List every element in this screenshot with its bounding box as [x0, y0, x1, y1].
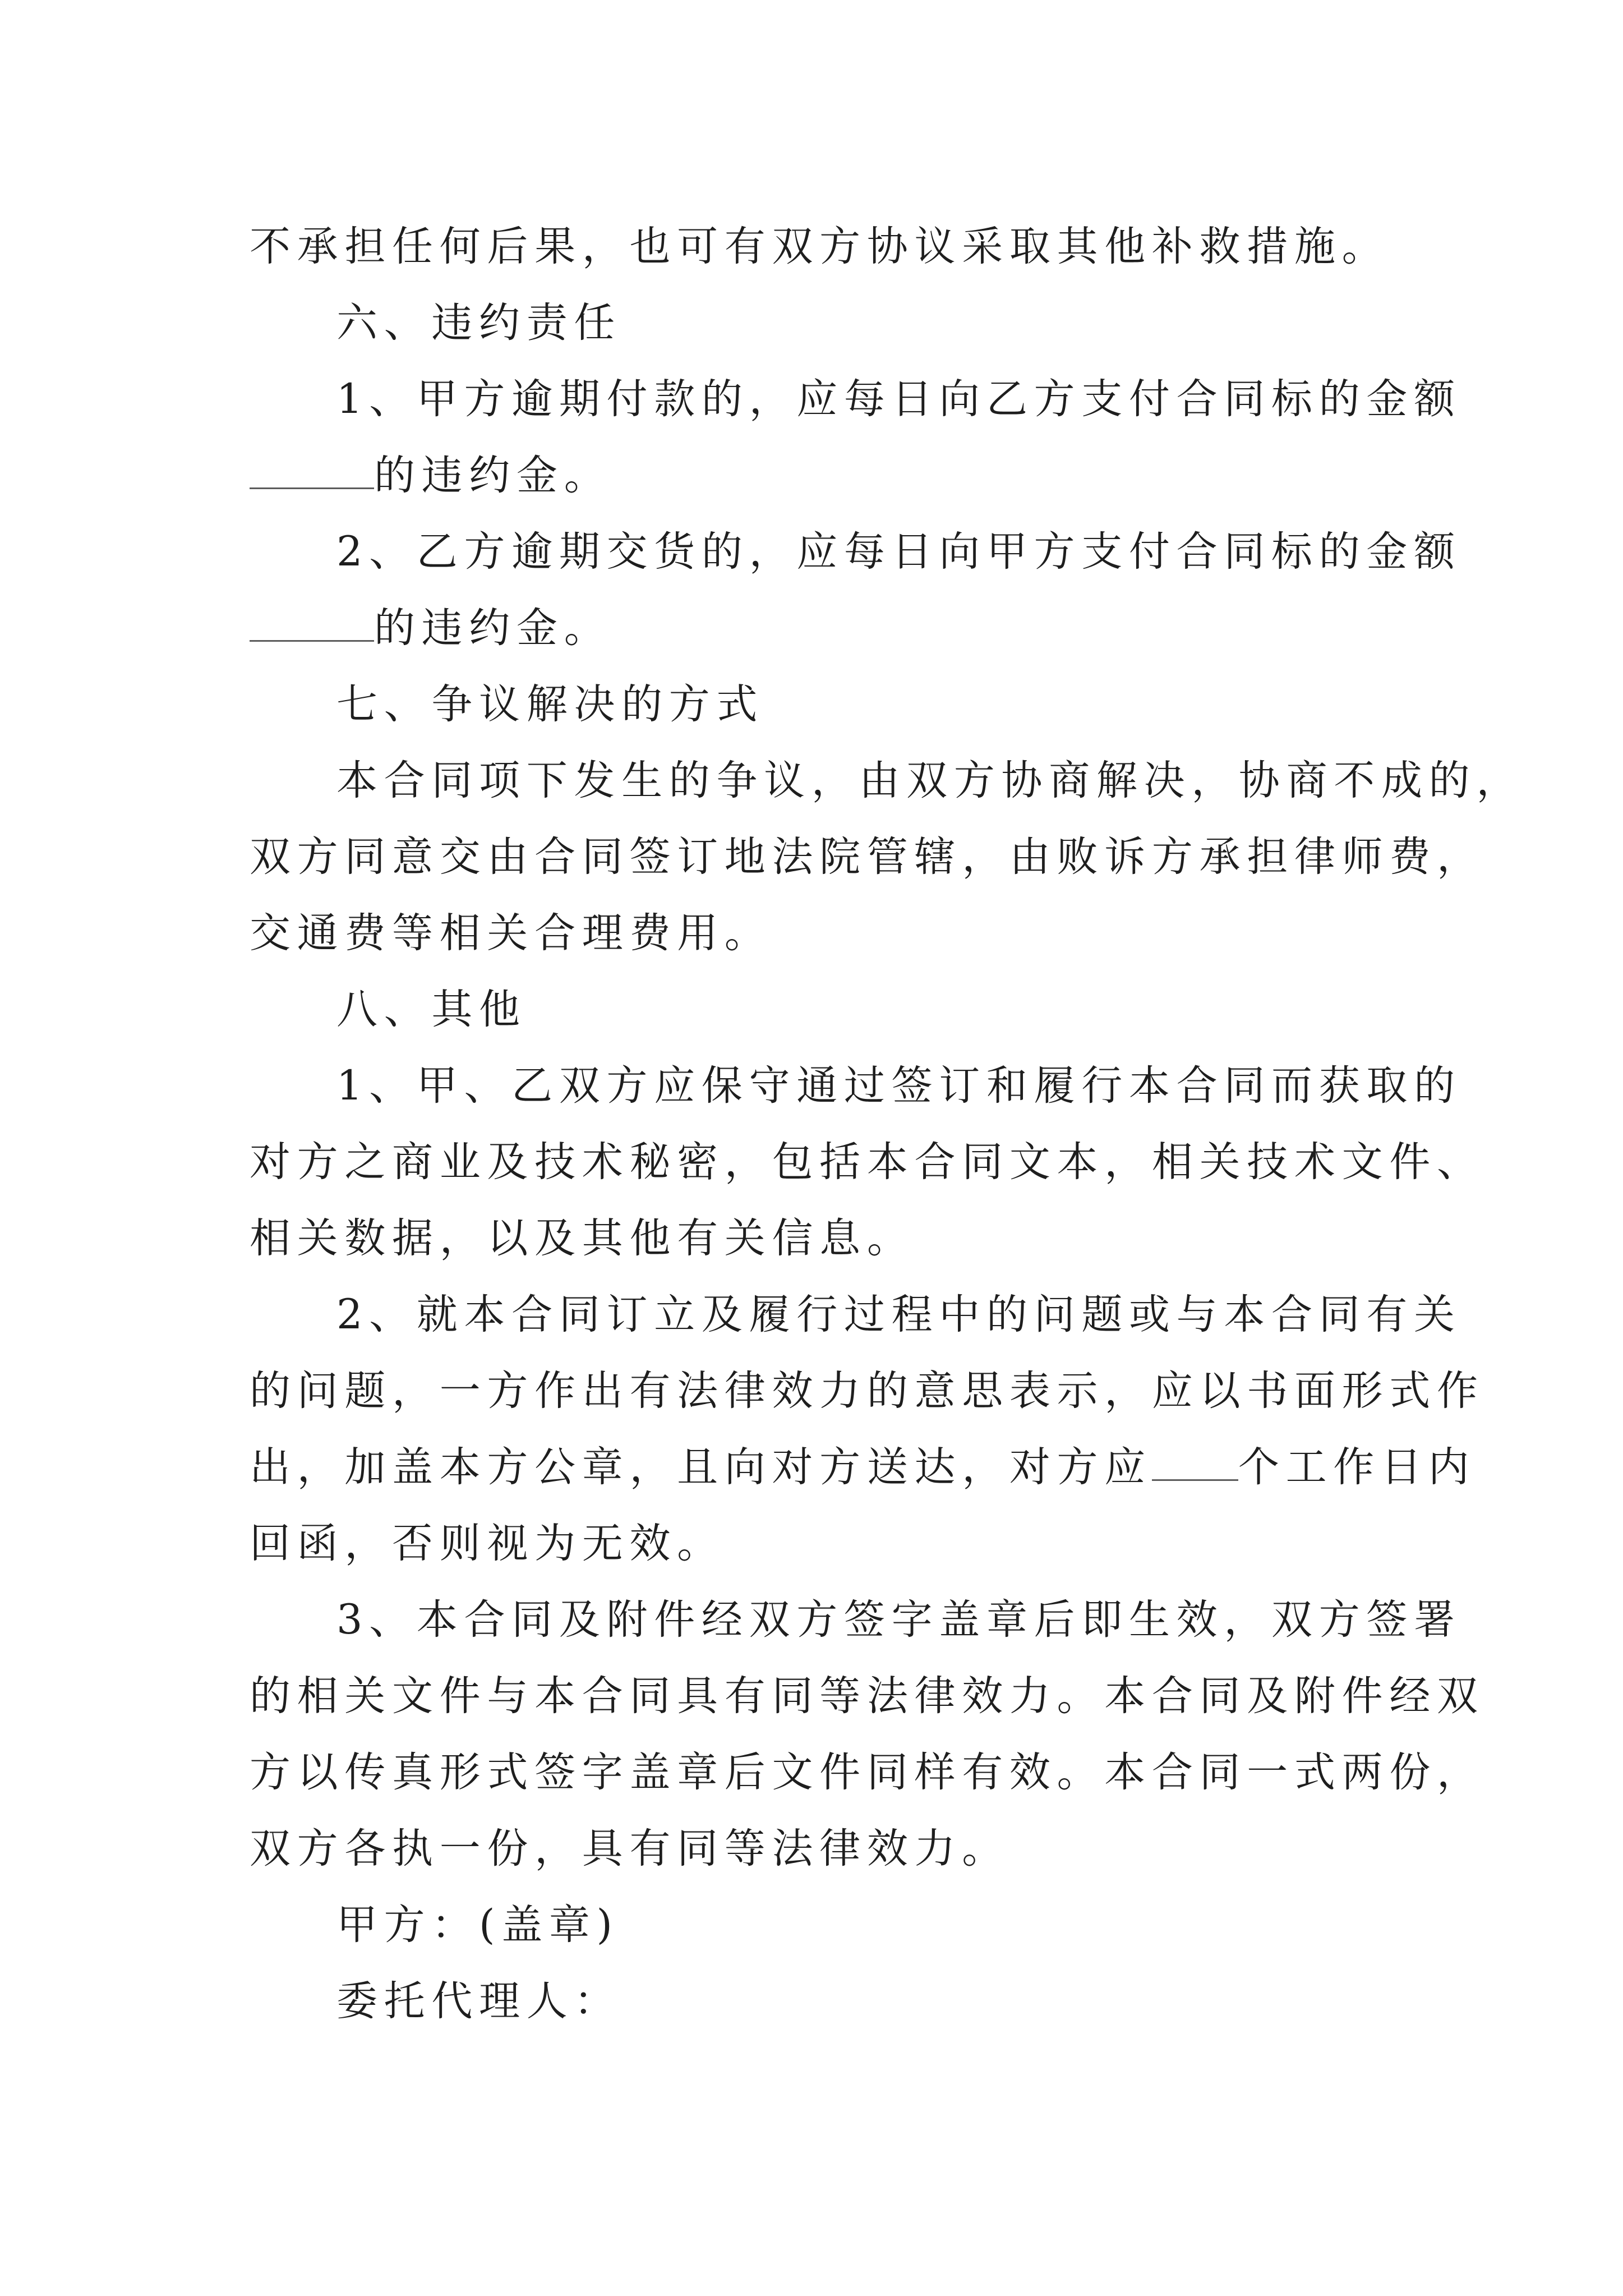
other-clause-1-line-3: 相关数据，以及其他有关信息。 [250, 1214, 915, 1262]
dispute-line-3: 交通费等相关合理费用。 [250, 909, 772, 957]
line-1: 不承担任何后果，也可有双方协议采取其他补救措施。 [250, 223, 1390, 270]
penalty-blank-2 [250, 610, 374, 642]
section-heading-other: 八、其他 [336, 986, 527, 1033]
late-delivery-penalty-line [250, 590, 1374, 666]
other-clause-2-line-3 [250, 1429, 1476, 1506]
authorized-agent-line: 委托代理人： [336, 1977, 622, 2025]
other-clause-3-line-1: 3、本合同及附件经双方签字盖章后即生效，双方签署 [336, 1596, 1461, 1644]
contract-text [250, 209, 1524, 2040]
other-clause-1-line-2: 对方之商业及技术秘密，包括本合同文本，相关技术文件、 [250, 1138, 1484, 1186]
notice-text-before-blank: 出，加盖本方公章，且向对方送达，对方应 [250, 1443, 1152, 1491]
party-a-seal-line: 甲方：(盖章) [336, 1901, 619, 1949]
other-clause-3-line-4: 双方各执一份，具有同等法律效力。 [250, 1825, 1009, 1872]
notice-text-after-blank: 个工作日内 [1238, 1443, 1476, 1491]
other-clause-2-line-2: 的问题，一方作出有法律效力的意思表示，应以书面形式作 [250, 1367, 1484, 1415]
dispute-line-1: 本合同项下发生的争议，由双方协商解决，协商不成的， [336, 757, 1524, 804]
section-heading-breach-liability: 六、违约责任 [336, 299, 622, 347]
other-clause-2-line-4: 回函，否则视为无效。 [250, 1520, 725, 1567]
section-heading-dispute-resolution: 七、争议解决的方式 [336, 680, 764, 728]
workday-blank [1152, 1449, 1238, 1481]
dispute-line-2: 双方同意交由合同签订地法院管辖，由败诉方承担律师费， [250, 833, 1484, 881]
penalty-blank-1 [250, 457, 374, 489]
penalty-text-1: 的违约金。 [374, 452, 612, 499]
penalty-text-2: 的违约金。 [374, 604, 612, 652]
other-clause-2-line-1: 2、就本合同订立及履行过程中的问题或与本合同有关 [336, 1291, 1461, 1338]
other-clause-1-line-1: 1、甲、乙双方应保守通过签订和履行本合同而获取的 [336, 1062, 1461, 1110]
other-clause-3-line-2: 的相关文件与本合同具有同等法律效力。本合同及附件经双 [250, 1672, 1484, 1720]
late-payment-penalty-line [250, 438, 1374, 514]
clause-late-payment: 1、甲方逾期付款的，应每日向乙方支付合同标的金额 [336, 375, 1461, 423]
clause-late-delivery: 2、乙方逾期交货的，应每日向甲方支付合同标的金额 [336, 528, 1461, 576]
other-clause-3-line-3: 方以传真形式签字盖章后文件同样有效。本合同一式两份， [250, 1749, 1484, 1796]
